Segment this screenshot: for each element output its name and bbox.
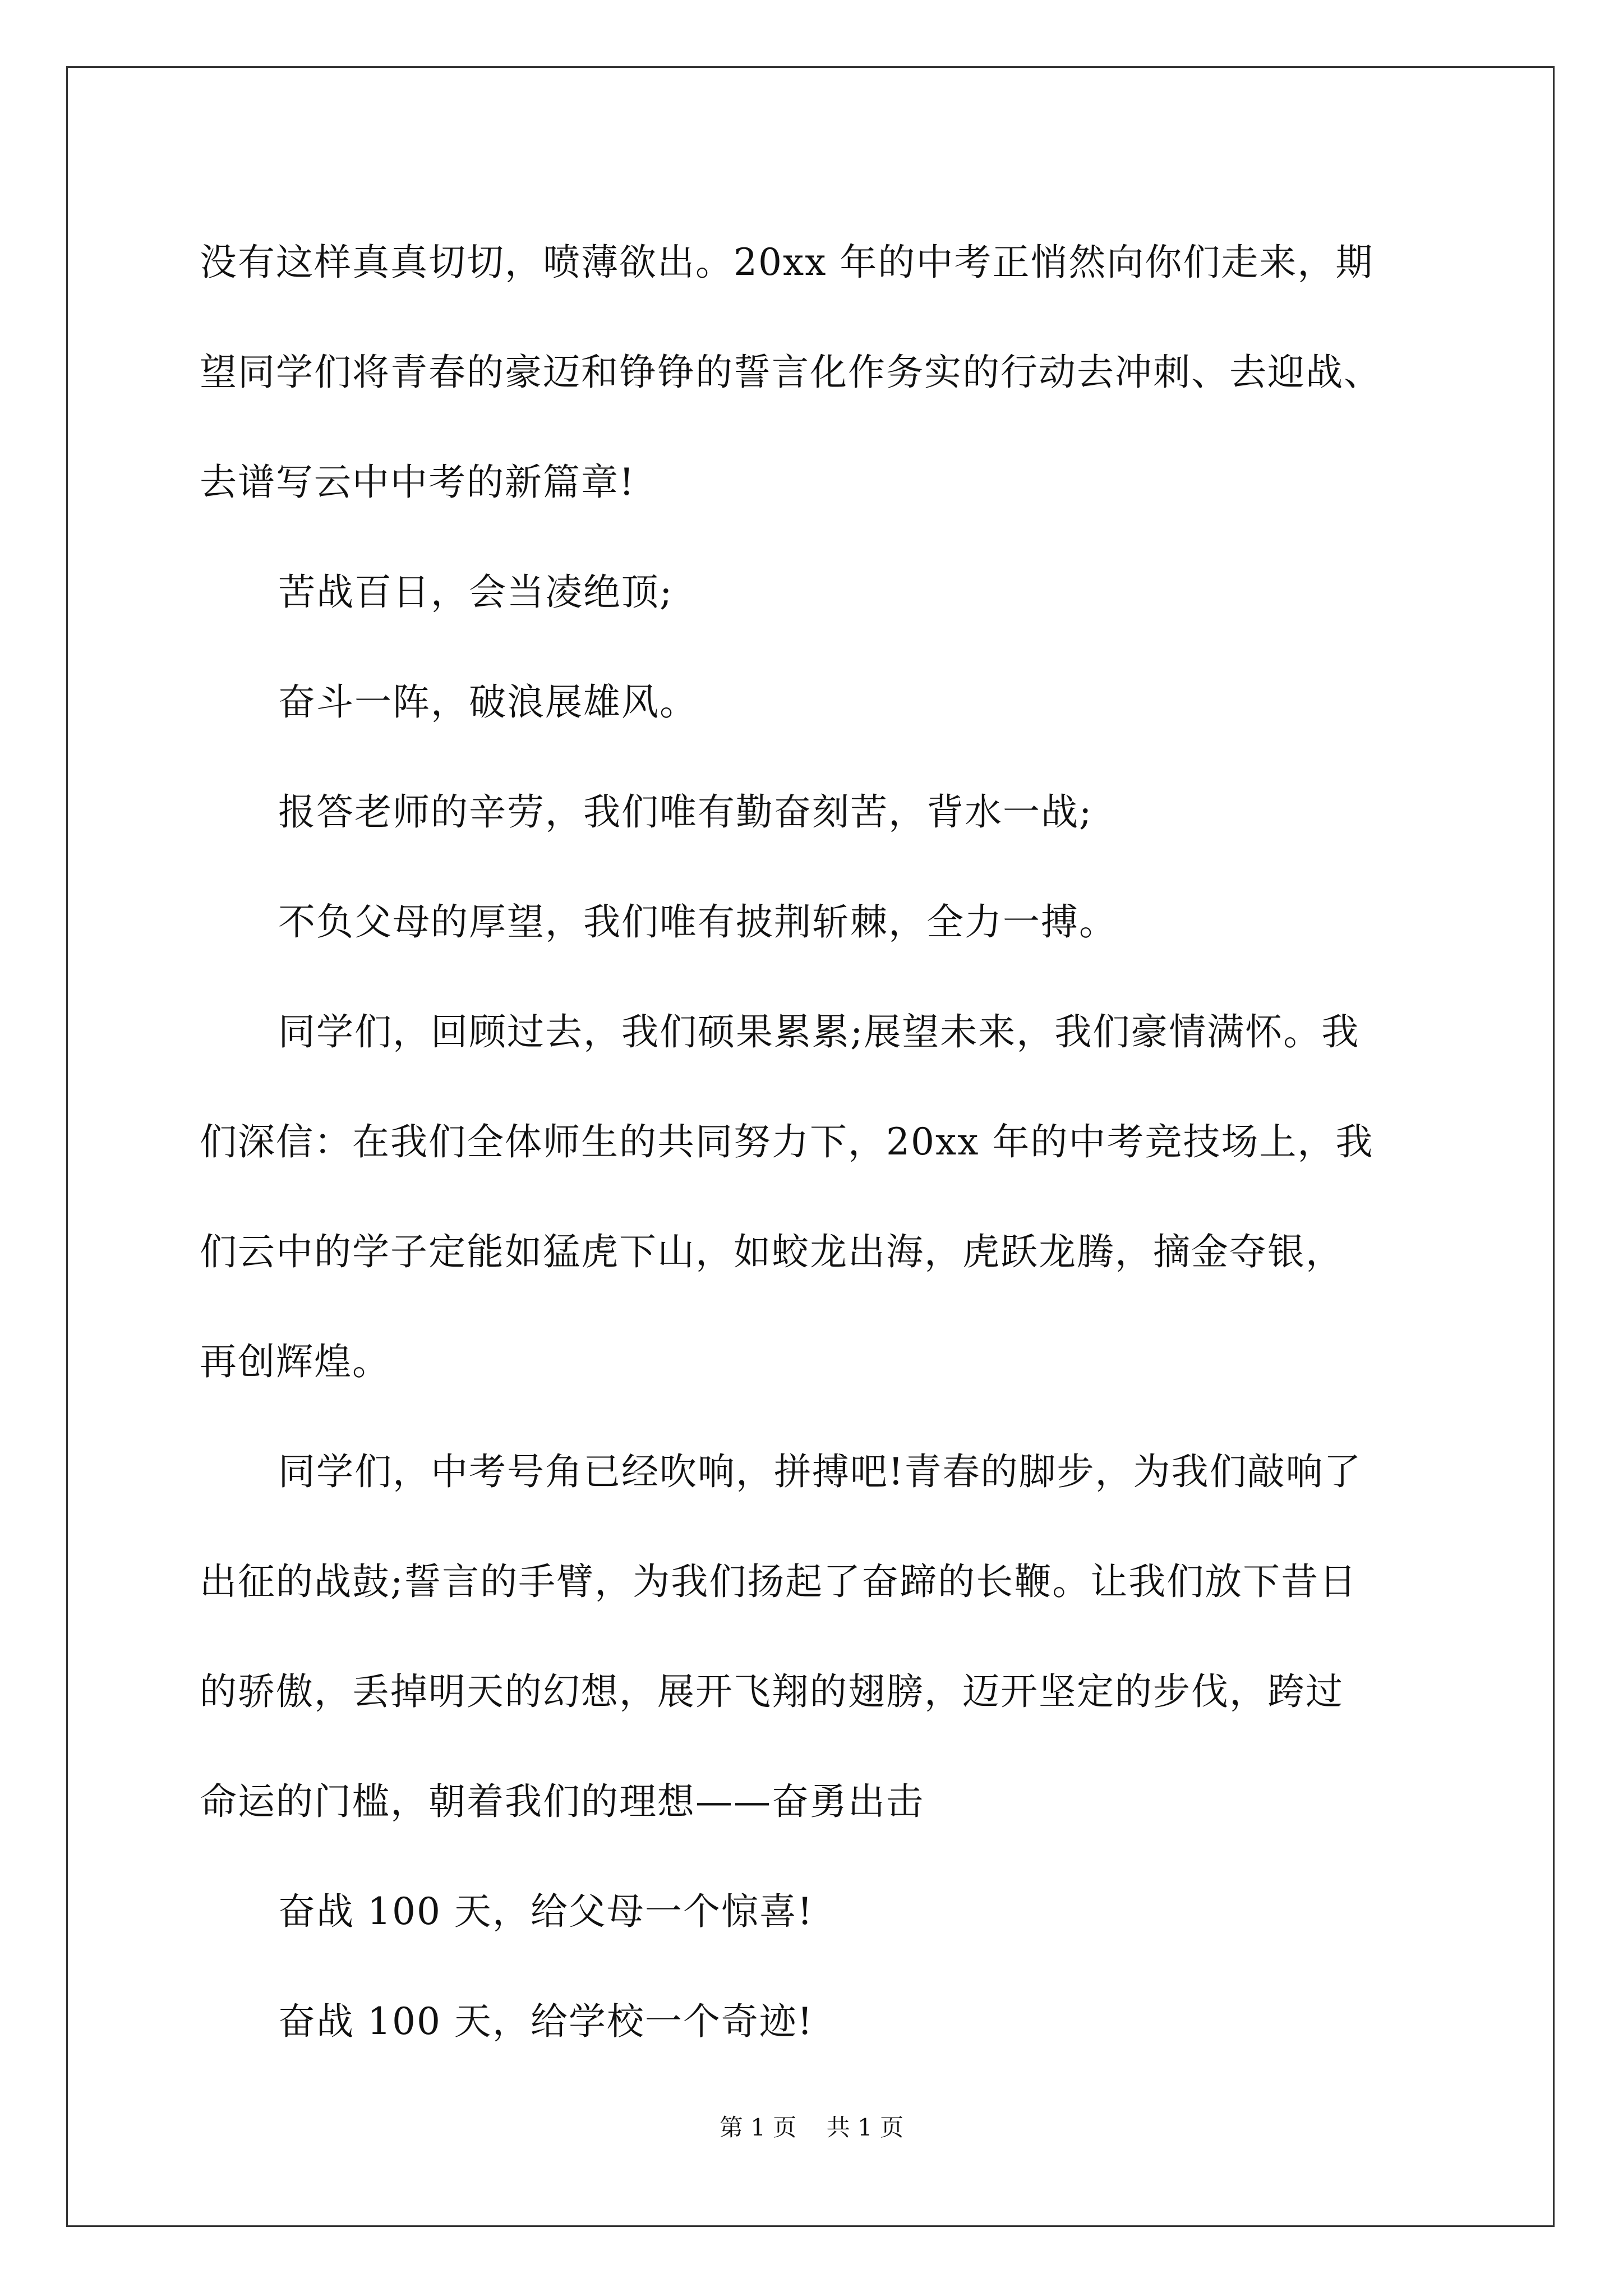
text-line-13: 出征的战鼓;誓言的手臂，为我们扬起了奋蹄的长鞭。让我们放下昔日 — [200, 1560, 1358, 1603]
text-line-1: 没有这样真真切切，喷薄欲出。20xx 年的中考正悄然向你们走来，期 — [200, 241, 1374, 284]
text-line-3: 去谱写云中中考的新篇章! — [200, 461, 635, 504]
text-line-2: 望同学们将青春的豪迈和铮铮的誓言化作务实的行动去冲刺、去迎战、 — [200, 351, 1382, 394]
text-line-8: 同学们，回顾过去，我们硕果累累;展望未来，我们豪情满怀。我 — [278, 1010, 1360, 1053]
text-line-14: 的骄傲，丢掉明天的幻想，展开飞翔的翅膀，迈开坚定的步伐，跨过 — [200, 1670, 1344, 1713]
text-line-12: 同学们，中考号角已经吹响，拼搏吧!青春的脚步，为我们敲响了 — [278, 1450, 1362, 1493]
text-line-17: 奋战 100 天，给学校一个奇迹! — [278, 2000, 814, 2043]
page-footer: 第 1 页 共 1 页 — [719, 2114, 904, 2141]
text-line-15: 命运的门槛，朝着我们的理想——奋勇出击 — [200, 1780, 924, 1823]
document-body — [200, 208, 1461, 2077]
text-line-6: 报答老师的辛劳，我们唯有勤奋刻苦，背水一战; — [278, 790, 1093, 834]
text-line-11: 再创辉煌。 — [200, 1340, 390, 1383]
text-line-10: 们云中的学子定能如猛虎下山，如蛟龙出海，虎跃龙腾，摘金夺银， — [200, 1230, 1344, 1273]
text-line-16: 奋战 100 天，给父母一个惊喜! — [278, 1890, 814, 1933]
text-line-7: 不负父母的厚望，我们唯有披荆斩棘，全力一搏。 — [278, 900, 1117, 944]
text-line-9: 们深信：在我们全体师生的共同努力下，20xx 年的中考竞技场上，我 — [200, 1120, 1374, 1163]
text-line-5: 奋斗一阵，破浪展雄风。 — [278, 680, 698, 724]
text-line-4: 苦战百日，会当凌绝顶; — [278, 570, 674, 614]
